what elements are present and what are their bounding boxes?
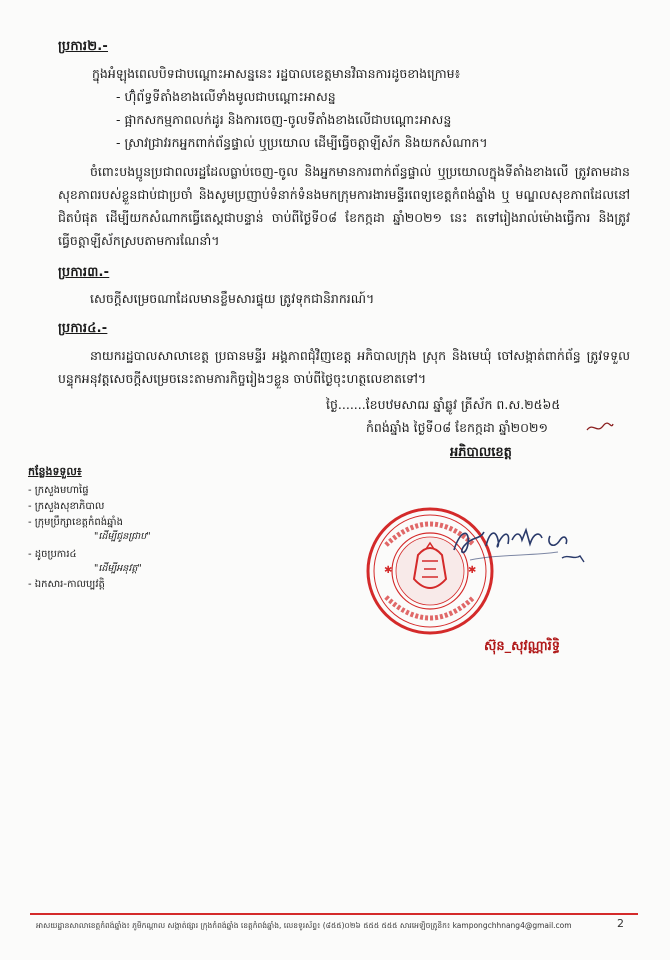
article-3-title: ប្រការ៣.- — [58, 265, 110, 280]
article-4-title: ប្រការ៤.- — [58, 321, 108, 336]
footer-address: អាសយដ្ឋានសាលាខេត្តកំពង់ឆ្នាំង៖ ភូមិកណ្ដាល សង្កាត់ផ្សារ ក្រុងកំពង់ឆ្នាំង ខេត្តកំពង់ឆ្នាំង, លេខទូរស័ព្ទ៖ (៨៥៥)០២៦ ៥៥៥ ៥៥៥ សារអេឡិចត្រូនិក៖ kampongchhnang4@gmail.com — [36, 921, 572, 930]
solar-date: កំពង់ឆ្នាំង ថ្ងៃទី០៨ ខែកក្កដា ឆ្នាំ២០២១ — [366, 420, 548, 435]
article-2-intro: ក្នុងអំឡុងពេលបិទជាបណ្ដោះអាសន្ននេះ រដ្ឋបាលខេត្តមានវិធានការដូចខាងក្រោម៖ — [92, 66, 461, 81]
signature-title: អភិបាលខេត្ត — [450, 445, 512, 460]
article-2-paragraph: ចំពោះបងប្អូនប្រជាពលរដ្ឋដែលធ្លាប់ចេញ-ចូល និងអ្នកមានការពាក់ព័ន្ធផ្ទាល់ ឬប្រយោលក្នុងទីតាំងខាងលើ ត្រូវតាមដានសុខភាពរបស់ខ្លួនជាប់ជាប្រចាំ និងសូមប្រញាប់ទំនាក់ទំនងមកក្រុមការងារមន្ទីរពេទ្យខេត្តកំពង់ឆ្នាំង ឬ មណ្ឌលសុខភាពដែលនៅជិតបំផុត ដើម្បីយកសំណាកធ្វើតេស្តជាបន្ទាន់ ចាប់ពីថ្ងៃទី០៨ ខែកក្កដា ឆ្នាំ២០២១ នេះ តទៅរៀងរាល់ម៉ោងធ្វើការ និងត្រូវធ្វើចត្តាឡីស័កស្របតាមការណែនាំ។ — [58, 164, 630, 248]
svg-text:✱: ✱ — [384, 565, 393, 576]
handwritten-signature — [450, 510, 590, 570]
recipient-3: - ក្រុមប្រឹក្សាខេត្តកំពង់ឆ្នាំង — [28, 517, 123, 528]
recipients-title: កន្លែងទទួល៖ — [28, 465, 82, 478]
recipient-note-2: "ដើម្បីអនុវត្ត" — [94, 563, 142, 574]
article-4-paragraph: នាយករដ្ឋបាលសាលាខេត្ត ប្រធានមន្ទីរ អង្គភាពជុំវិញខេត្ត អភិបាលក្រុង ស្រុក និងមេឃុំ ចៅសង្កាត់ពាក់ព័ន្ធ ត្រូវទទួលបន្ទុកអនុវត្តសេចក្ដីសម្រេចនេះតាមភារកិច្ចរៀងៗខ្លួន ចាប់ពីថ្ងៃចុះហត្ថលេខាតទៅ។ — [58, 348, 630, 386]
footer-rule — [30, 913, 638, 915]
recipient-5: - ឯកសារ-កាលប្បវត្តិ — [28, 579, 105, 590]
recipient-2: - ក្រសួងសុខាភិបាល — [28, 501, 105, 512]
signatory-name: ស៊ុន_សុវណ្ណារិទ្ធិ — [484, 639, 561, 654]
recipient-1: - ក្រសួងមហាផ្ទៃ — [28, 485, 89, 496]
article-3-paragraph: សេចក្ដីសម្រេចណាដែលមានខ្លឹមសារផ្ទុយ ត្រូវទុកជានិរាករណ៍។ — [90, 291, 375, 306]
recipient-4: - ដូចប្រការ៤ — [28, 549, 77, 560]
initials-mark — [585, 420, 615, 436]
article-2-title: ប្រការ២.- — [58, 39, 109, 54]
recipient-note-1: "ដើម្បីជូនជ្រាប" — [94, 531, 151, 542]
page-number: 2 — [617, 917, 624, 930]
lunar-date: ថ្ងៃ.......ខែបឋមសាឍ ឆ្នាំឆ្លូវ ត្រីស័ក ព.ស.២៥៦៥ — [326, 397, 561, 412]
svg-text:✱: ✱ — [468, 565, 477, 576]
article-2-bullet-2: - ផ្អាកសកម្មភាពលក់ដូរ និងការចេញ-ចូលទីតាំងខាងលើជាបណ្ដោះអាសន្ន — [116, 112, 452, 127]
article-2-bullet-1: - ហ៊ុំព័ទ្ធទីតាំងខាងលើទាំងមូលជាបណ្ដោះអាសន្ន — [116, 89, 336, 104]
article-2-bullet-3: - ស្រាវជ្រាវរកអ្នកពាក់ព័ន្ធផ្ទាល់ ឬប្រយោល ដើម្បីធ្វើចត្តាឡីស័ក និងយកសំណាក។ — [116, 135, 488, 150]
